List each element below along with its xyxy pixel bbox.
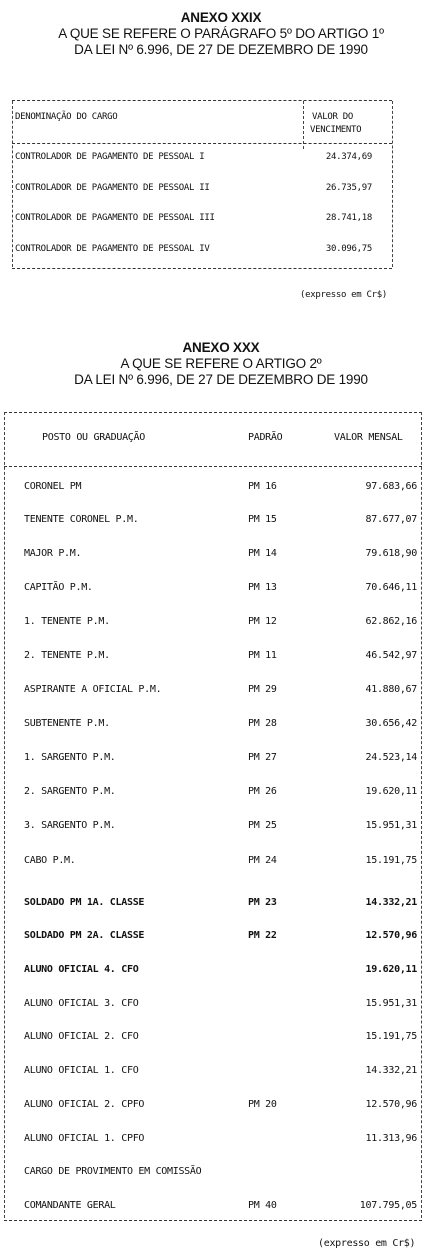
column-header-rank: POSTO OU GRADUAÇÃO (42, 432, 145, 443)
table-row (24, 684, 417, 700)
rank-name: CARGO DE PROVIMENTO EM COMISSÃO (24, 1166, 202, 1177)
rank-name: TENENTE CORONEL P.M. (24, 514, 139, 525)
divider (4, 412, 5, 1218)
rank-value: 97.683,66 (365, 481, 417, 492)
rank-name: ALUNO OFICIAL 4. CFO (24, 964, 139, 975)
table-row (24, 1133, 417, 1149)
annex29-subtitle-1: A QUE SE REFERE O PARÁGRAFO 5º DO ARTIGO 1º (58, 26, 384, 41)
rank-name: ASPIRANTE A OFICIAL P.M. (24, 684, 162, 695)
table-row (24, 582, 417, 598)
rank-name: ALUNO OFICIAL 2. CPFO (24, 1099, 145, 1110)
rank-value: 12.570,96 (365, 930, 417, 941)
rank-value: 24.523,14 (365, 752, 417, 763)
rank-value: 19.620,11 (365, 964, 417, 975)
table-row (24, 1200, 417, 1216)
cargo-name: CONTROLADOR DE PAGAMENTO DE PESSOAL I (15, 152, 205, 162)
divider (4, 1220, 422, 1221)
divider (4, 412, 422, 413)
rank-value: 15.951,31 (365, 998, 417, 1009)
rank-name: ALUNO OFICIAL 1. CPFO (24, 1133, 145, 1144)
table-row (24, 1099, 417, 1115)
table-row (24, 820, 417, 836)
rank-value: 12.570,96 (365, 1099, 417, 1110)
rank-name: CAPITÃO P.M. (24, 582, 93, 593)
rank-value: 70.646,11 (365, 582, 417, 593)
rank-grade: PM 14 (248, 548, 277, 559)
annex29-subtitle-2: DA LEI Nº 6.996, DE 27 DE DEZEMBRO DE 1990 (74, 42, 368, 57)
rank-grade: PM 26 (248, 786, 277, 797)
column-header-name: DENOMINAÇÃO DO CARGO (15, 112, 118, 122)
column-header-value: VALOR MENSAL (334, 432, 403, 443)
table-row (24, 718, 417, 734)
rank-name: SUBTENENTE P.M. (24, 718, 110, 729)
rank-name: 2. TENENTE P.M. (24, 650, 110, 661)
table-row (24, 481, 417, 497)
annex29-heading (0, 10, 442, 58)
rank-name: MAJOR P.M. (24, 548, 82, 559)
rank-name: ALUNO OFICIAL 3. CFO (24, 998, 139, 1009)
rank-name: SOLDADO PM 1A. CLASSE (24, 897, 145, 908)
rank-name: 1. TENENTE P.M. (24, 616, 110, 627)
rank-name: 1. SARGENTO P.M. (24, 752, 116, 763)
table-row (24, 786, 417, 802)
cargo-name: CONTROLADOR DE PAGAMENTO DE PESSOAL IV (15, 244, 210, 254)
rank-value: 87.677,07 (365, 514, 417, 525)
currency-note: (expresso em Cr$) (300, 290, 388, 300)
column-header-value-line1: VALOR DO (312, 112, 353, 122)
cargo-name: CONTROLADOR DE PAGAMENTO DE PESSOAL II (15, 183, 210, 193)
rank-value: 14.332,21 (365, 1065, 417, 1076)
divider (303, 101, 304, 149)
rank-grade: PM 24 (248, 855, 277, 866)
rank-grade: PM 15 (248, 514, 277, 525)
cargo-value: 26.735,97 (325, 183, 372, 193)
divider (421, 412, 422, 1218)
rank-value: 107.795,05 (359, 1200, 417, 1211)
divider (4, 466, 422, 467)
column-header-grade: PADRÃO (248, 432, 283, 443)
table-row (24, 998, 417, 1014)
rank-grade: PM 23 (248, 897, 277, 908)
table-row (24, 514, 417, 530)
cargo-name: CONTROLADOR DE PAGAMENTO DE PESSOAL III (15, 213, 215, 223)
table-row (24, 650, 417, 666)
rank-value: 14.332,21 (365, 897, 417, 908)
table-row (24, 548, 417, 564)
rank-name: COMANDANTE GERAL (24, 1200, 116, 1211)
rank-value: 19.620,11 (365, 786, 417, 797)
annex30-title: ANEXO XXX (182, 340, 260, 355)
rank-name: CABO P.M. (24, 855, 76, 866)
table-row (24, 616, 417, 632)
cargo-value: 28.741,18 (325, 213, 372, 223)
rank-grade: PM 12 (248, 616, 277, 627)
rank-value: 15.191,75 (365, 1031, 417, 1042)
rank-value: 41.880,67 (365, 684, 417, 695)
table-row (12, 152, 402, 166)
table-row (24, 855, 417, 871)
table-row (12, 244, 402, 258)
rank-name: 2. SARGENTO P.M. (24, 786, 116, 797)
annex30-heading (0, 340, 442, 388)
rank-value: 79.618,90 (365, 548, 417, 559)
rank-grade: PM 29 (248, 684, 277, 695)
currency-note: (expresso em Cr$) (318, 1238, 416, 1249)
table-row (12, 183, 402, 197)
rank-grade: PM 13 (248, 582, 277, 593)
annex30-subtitle-2: DA LEI Nº 6.996, DE 27 DE DEZEMBRO DE 1990 (74, 372, 368, 387)
cargo-value: 24.374,69 (325, 152, 372, 162)
rank-grade: PM 27 (248, 752, 277, 763)
table-row (24, 1031, 417, 1047)
annex30-subtitle-1: A QUE SE REFERE O ARTIGO 2º (120, 356, 322, 371)
rank-grade: PM 16 (248, 481, 277, 492)
rank-value: 15.191,75 (365, 855, 417, 866)
rank-name: 3. SARGENTO P.M. (24, 820, 116, 831)
rank-grade: PM 40 (248, 1200, 277, 1211)
rank-grade: PM 20 (248, 1099, 277, 1110)
table-row (24, 964, 417, 980)
column-header-value-line2: VENCIMENTO (310, 125, 362, 135)
table-row (24, 1166, 417, 1182)
table-row (24, 1065, 417, 1081)
rank-name: ALUNO OFICIAL 2. CFO (24, 1031, 139, 1042)
divider (12, 268, 392, 269)
rank-value: 62.862,16 (365, 616, 417, 627)
table-row (24, 930, 417, 946)
annex29-title: ANEXO XXIX (180, 10, 262, 25)
table-row (24, 897, 417, 913)
rank-name: ALUNO OFICIAL 1. CFO (24, 1065, 139, 1076)
rank-name: CORONEL PM (24, 481, 82, 492)
divider (12, 143, 392, 144)
rank-grade: PM 22 (248, 930, 277, 941)
table-row (24, 752, 417, 768)
rank-value: 11.313,96 (365, 1133, 417, 1144)
table-row (12, 213, 402, 227)
rank-grade: PM 28 (248, 718, 277, 729)
rank-value: 46.542,97 (365, 650, 417, 661)
rank-value: 15.951,31 (365, 820, 417, 831)
cargo-value: 30.096,75 (325, 244, 372, 254)
rank-value: 30.656,42 (365, 718, 417, 729)
rank-grade: PM 25 (248, 820, 277, 831)
divider (12, 100, 392, 101)
rank-grade: PM 11 (248, 650, 277, 661)
rank-name: SOLDADO PM 2A. CLASSE (24, 930, 145, 941)
